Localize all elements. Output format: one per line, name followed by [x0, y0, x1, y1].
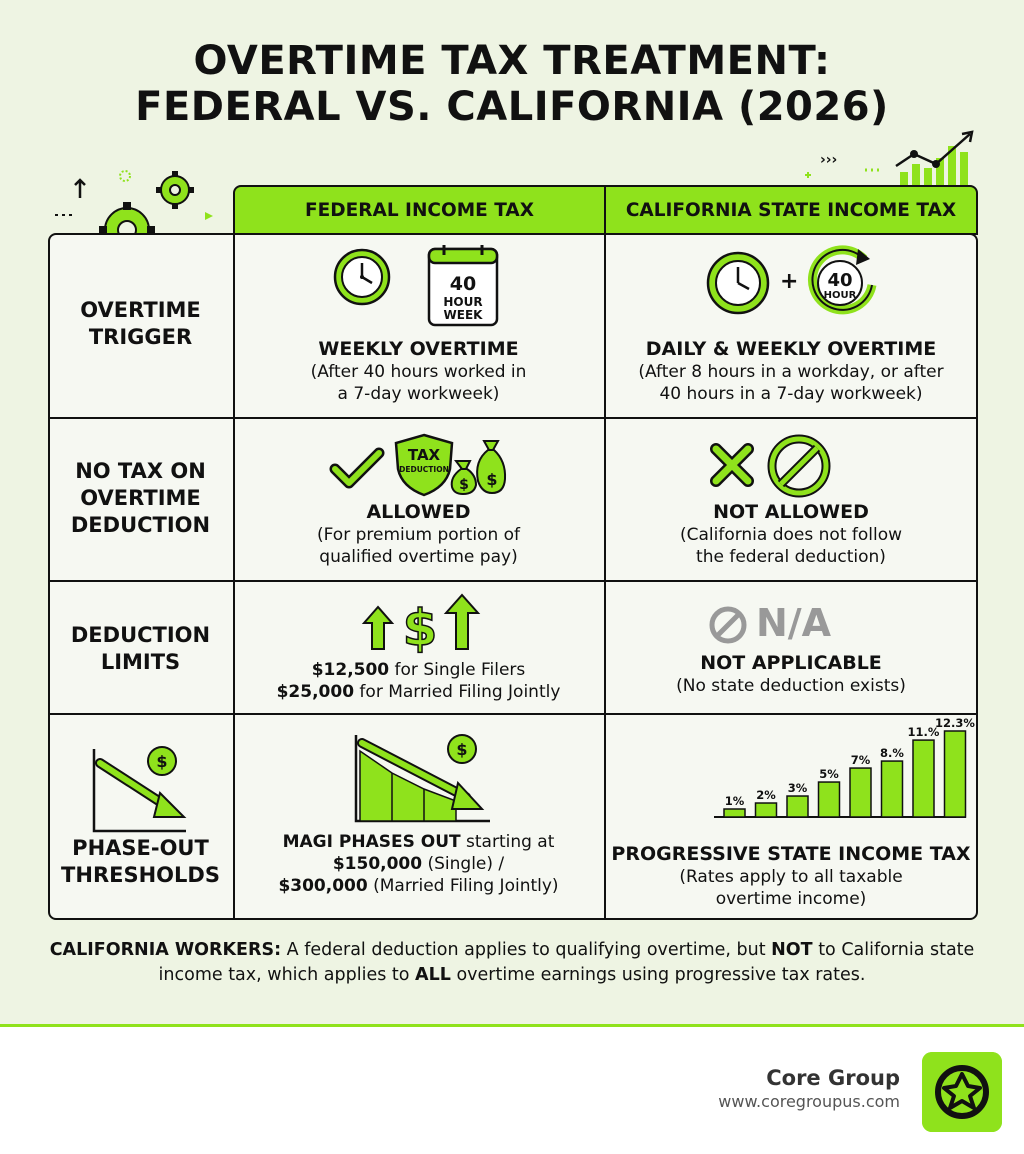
brand-name: Core Group	[766, 1066, 900, 1090]
svg-text:HOUR: HOUR	[443, 295, 483, 309]
plus-sign: +	[780, 269, 799, 294]
page-title	[0, 38, 1024, 130]
tax-rate-bar-chart	[666, 716, 975, 835]
footnote: CALIFORNIA WORKERS: A federal deduction applies to qualifying overtime, but NOT to California state income tax, which applies to ALL overtime earnings using progressive tax rates.	[49, 940, 975, 985]
brand-url[interactable]: www.coregroupus.com	[718, 1092, 900, 1111]
california-phase-out-cell: PROGRESSIVE STATE INCOME TAX (Rates apply to all taxable overtime income)	[611, 843, 971, 909]
refresh-clock-icon	[802, 245, 880, 321]
svg-text:TAX: TAX	[407, 446, 441, 464]
svg-text:$: $	[459, 477, 469, 493]
rate-bar-label: 7%	[850, 753, 871, 768]
rate-bar	[787, 796, 808, 817]
row-label-deduction-limits: DEDUCTION LIMITS	[70, 623, 211, 674]
downtrend-chart-icon	[352, 733, 492, 825]
svg-text:$: $	[156, 752, 168, 771]
rate-bar	[913, 740, 934, 817]
logo-icon	[922, 1052, 1002, 1132]
rate-bar-label: 12.3%	[935, 716, 975, 730]
rate-bar-label: 2%	[756, 788, 776, 803]
row-divider	[48, 580, 978, 582]
svg-text:WEEK: WEEK	[443, 308, 483, 322]
arrow-up-icon	[358, 593, 484, 657]
rate-bar	[819, 782, 840, 817]
money-bag-icon	[448, 437, 506, 495]
shield-icon	[392, 433, 456, 497]
rate-bar-label: 8.%	[880, 746, 904, 761]
federal-limits-cell: $12,500 for Single Filers $25,000 for Married Filing Jointly	[276, 660, 561, 702]
trend-chart-icon	[800, 126, 980, 188]
rate-bar	[756, 803, 777, 817]
california-limits-cell: NOT APPLICABLE (No state deduction exists)	[676, 652, 906, 696]
svg-text:$: $	[402, 599, 438, 657]
row-divider	[48, 417, 978, 419]
not-applicable-badge: N/A	[756, 601, 832, 645]
rate-bar	[945, 731, 966, 817]
x-icon	[708, 441, 756, 489]
svg-text:›››: ›››	[820, 152, 838, 168]
svg-text:40: 40	[827, 270, 853, 291]
prohibited-icon	[708, 605, 748, 645]
federal-phase-out-cell: MAGI PHASES OUT starting at $150,000 (Single) / $300,000 (Married Filing Jointly)	[278, 832, 559, 896]
title-line-1: OVERTIME TAX TREATMENT:	[193, 38, 831, 84]
row-label-overtime-trigger: OVERTIME TRIGGER	[80, 298, 201, 349]
calendar-icon	[426, 243, 500, 329]
rate-bar-label: 3%	[787, 781, 808, 796]
clock-icon	[704, 249, 772, 317]
svg-text:40: 40	[449, 273, 477, 295]
rate-bar-label: 11.%	[907, 725, 940, 740]
federal-trigger-cell: WEEKLY OVERTIME (After 40 hours worked in a 7-day workweek)	[310, 338, 527, 404]
svg-text:$: $	[456, 740, 468, 759]
row-label-deduction: NO TAX ON OVERTIME DEDUCTION	[70, 459, 211, 537]
clock-icon	[332, 247, 392, 307]
svg-text:DEDUCTION: DEDUCTION	[399, 465, 449, 474]
column-header-federal: FEDERAL INCOME TAX	[233, 185, 606, 235]
footer-divider	[0, 1024, 1024, 1027]
prohibited-icon	[768, 435, 830, 497]
rate-bar-label: 5%	[819, 767, 839, 782]
california-deduction-cell: NOT ALLOWED (California does not follow the federal deduction)	[679, 501, 903, 567]
federal-deduction-cell: ALLOWED (For premium portion of qualified overtime pay)	[316, 501, 521, 567]
rate-bar	[850, 768, 871, 817]
rate-bar	[882, 761, 903, 817]
title-line-2: FEDERAL VS. CALIFORNIA (2026)	[135, 84, 889, 130]
comparison-table	[48, 185, 978, 920]
california-trigger-cell: DAILY & WEEKLY OVERTIME (After 8 hours in a workday, or after 40 hours in a 7-day workweek)	[638, 338, 944, 404]
downtrend-icon	[90, 745, 190, 835]
rate-bar-label: 1%	[724, 794, 745, 808]
row-divider	[48, 713, 978, 715]
rate-bar	[724, 809, 745, 817]
checkmark-icon	[331, 447, 383, 489]
svg-text:$: $	[486, 470, 498, 489]
row-label-phase-out: PHASE-OUT THRESHOLDS	[61, 836, 220, 887]
svg-text:HOUR: HOUR	[823, 290, 857, 301]
column-header-california: CALIFORNIA STATE INCOME TAX	[604, 185, 978, 235]
